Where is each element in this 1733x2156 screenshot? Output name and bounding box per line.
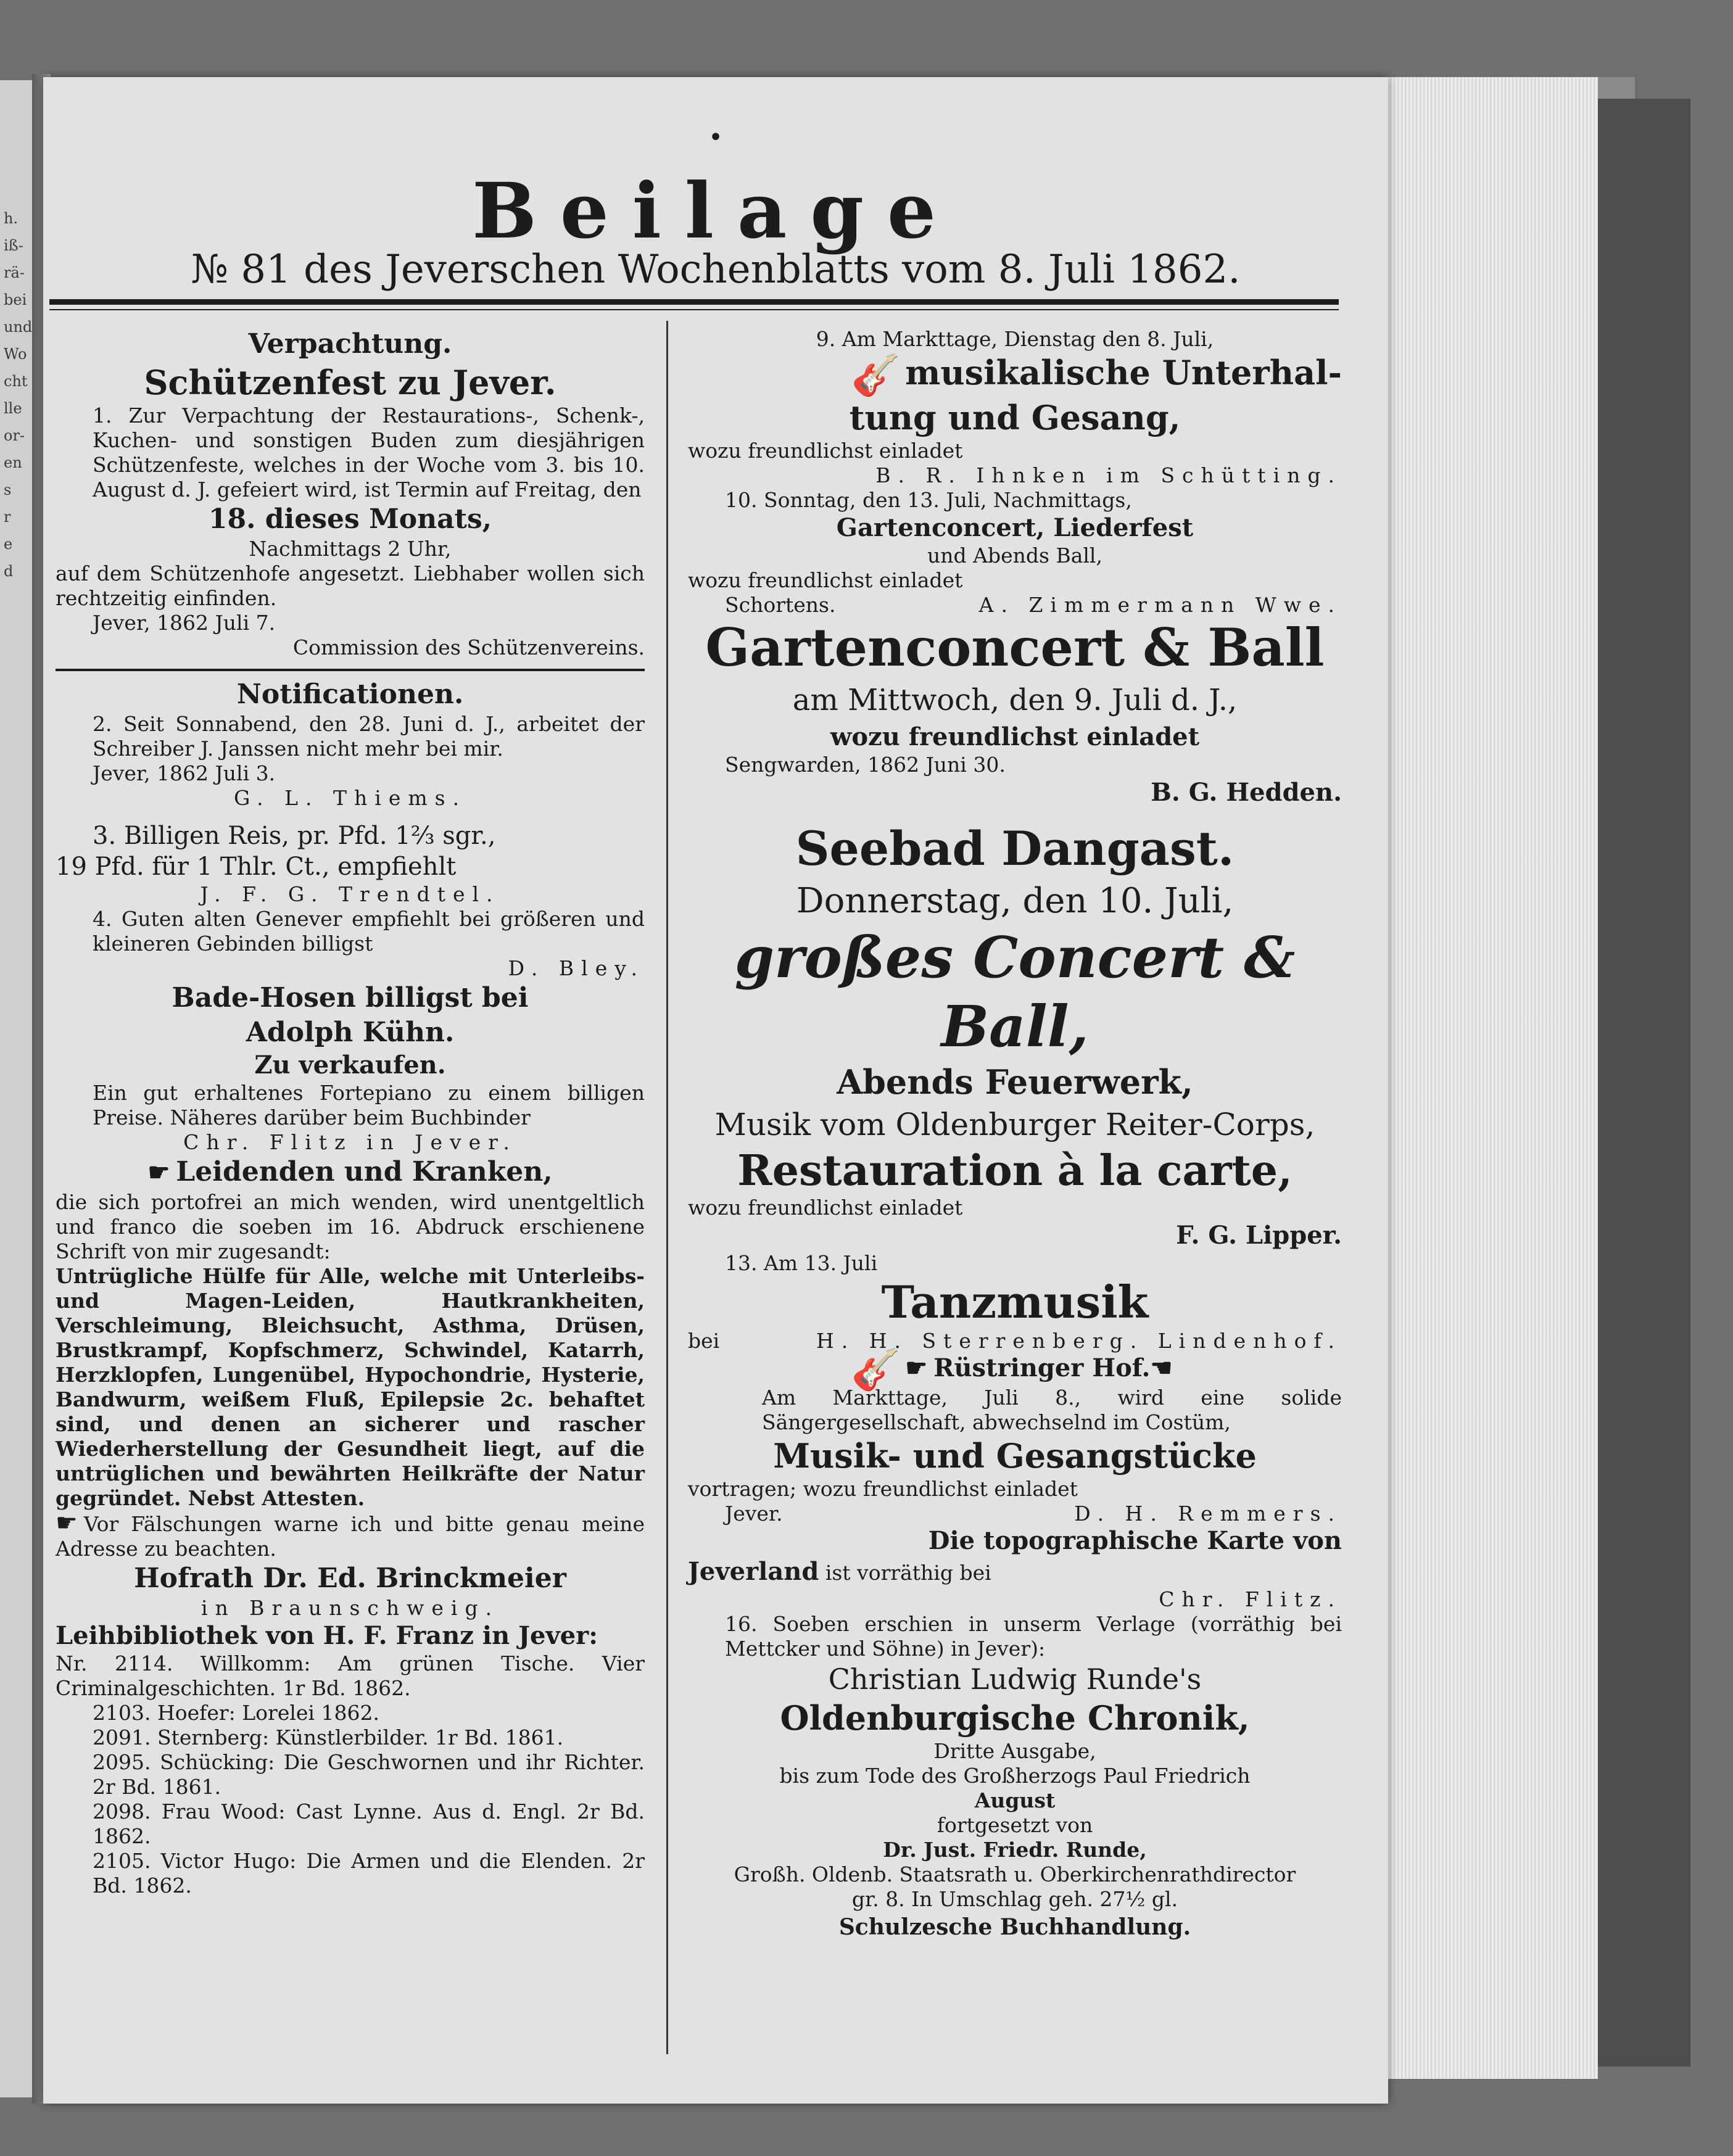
topo-text: ist vorräthig bei (825, 1560, 991, 1585)
column-divider (666, 321, 668, 2054)
left-page-fragment: bei (4, 291, 27, 308)
verkauf-text: Ein gut erhaltenes Fortepiano zu einem billigen Preise. Näheres darüber beim Buchbinder (93, 1081, 645, 1130)
n13-title: Tanzmusik (881, 1275, 1149, 1328)
left-page-edge (0, 80, 32, 2097)
pointing-hand-left-icon: ☚ (1150, 1353, 1173, 1382)
n13-text: 13. Am 13. Juli (725, 1250, 878, 1275)
seebad-title: Seebad Dangast. (795, 820, 1235, 876)
verpachtung-title: Schützenfest zu Jever. (144, 363, 556, 402)
left-page-fragment: cht (4, 373, 28, 390)
n16-title: Oldenburgische Chronik, (780, 1698, 1250, 1738)
ruest-text: Am Markttage, Juli 8., wird eine solide Sängergesellschaft, abwechselnd im Costüm, (762, 1385, 1342, 1434)
newspaper-page (43, 77, 1388, 2104)
leih-item: 2095. Schücking: Die Geschwornen und ihr Richter. 2r Bd. 1861. (93, 1750, 645, 1799)
leiden-warn-text: Vor Fälschungen warne ich und bitte genau meine Adresse zu beachten. (56, 1512, 645, 1561)
left-page-fragment: rä- (4, 264, 25, 281)
left-page-fragment: r (4, 508, 11, 526)
leih-item: 2091. Sternberg: Künstlerbilder. 1r Bd. 1861. (93, 1725, 564, 1749)
n16-sign: Schulzesche Buchhandlung. (838, 1914, 1191, 1940)
leiden-title (56, 1155, 645, 1190)
verpachtung-date: 18. dieses Monats, (208, 503, 492, 535)
right-column (688, 327, 1342, 1943)
leiden-city: in Braunschweig. (201, 1596, 500, 1620)
n9-title-2: tung und Gesang, (849, 397, 1181, 437)
guitar-icon: 🎸 (851, 1346, 901, 1393)
left-page-fragment: or- (4, 427, 25, 444)
notif-3-sign: J. F. G. Trendtel. (200, 882, 500, 906)
ruest-sign: D. H. Remmers. (1074, 1501, 1342, 1526)
page-subtitle: № 81 des Jeverschen Wochenblatts vom 8. Juli 1862. (191, 247, 1241, 292)
garten-place: Sengwarden, 1862 Juni 30. (725, 752, 1006, 777)
n9-title-1-text: musikalische Unterhal- (905, 353, 1342, 392)
n10-sign-row (688, 593, 1342, 617)
n16-bis: bis zum Tode des Großherzogs Paul Friedrich (779, 1763, 1251, 1788)
left-page-fragment: h. (4, 210, 19, 227)
n16-august: August (974, 1788, 1056, 1812)
left-page-fragment: lle (4, 400, 22, 417)
n9-invite: wozu freundlichst einladet (688, 438, 963, 463)
leiden-name: Hofrath Dr. Ed. Brinckmeier (134, 1563, 566, 1594)
verpachtung-heading: Verpachtung. (248, 328, 452, 360)
n10-invite: wozu freundlichst einladet (688, 568, 963, 592)
verpachtung-time: Nachmittags 2 Uhr, (249, 537, 452, 561)
garten-sign: B. G. Hedden. (1151, 777, 1342, 807)
notif-3-text: 3. Billigen Reis, pr. Pfd. 1⅔ sgr., (93, 822, 496, 850)
n16-fort: fortgesetzt von (937, 1812, 1093, 1837)
n16-author: Christian Ludwig Runde's (828, 1662, 1202, 1696)
notif-2-sign: G. L. Thiems. (233, 786, 467, 810)
notif-4-text: 4. Guten alten Genever empfiehlt bei größeren und kleineren Gebinden billigst (93, 907, 645, 956)
pointing-hand-icon: ☛ (905, 1353, 928, 1382)
n10-ball: und Abends Ball, (927, 543, 1102, 568)
n16-author-dr: Dr. Just. Friedr. Runde, (883, 1837, 1147, 1862)
header-rule-thin (49, 309, 1339, 310)
notif-4-sign: D. Bley. (508, 956, 645, 980)
n9-sign: B. R. Ihnken im Schütting. (875, 463, 1342, 487)
garten-title: Gartenconcert & Ball (705, 616, 1325, 678)
seebad-date: Donnerstag, den 10. Juli, (796, 880, 1234, 921)
n10-title: Gartenconcert, Liederfest (836, 513, 1194, 542)
left-page-fragment: s (4, 481, 12, 498)
n10-text: 10. Sonntag, den 13. Juli, Nachmittags, (725, 487, 1132, 512)
header-rule-thick (49, 299, 1339, 305)
left-page-fragment: e (4, 535, 13, 553)
leih-item: 2105. Victor Hugo: Die Armen und die Elenden. 2r Bd. 1862. (93, 1849, 645, 1898)
leiden-text-1: die sich portofrei an mich wenden, wird unentgeltlich und franco die soeben im 16. Abdruck erschienene Schrift von mir zugesandt: (56, 1190, 645, 1263)
n10-place: Schortens. (725, 592, 836, 617)
leiden-text-2: Untrügliche Hülfe für Alle, welche mit Unterleibs- und Magen-Leiden, Hautkrankheiten, Verschleimung, Bleichsucht, Asthma, Drüsen, Brustkrampf, Kopfschmerz, Schwindel, Katarrh, Herzklopfen, Lungenübel, Hypochondrie, Hysterie, Bandwurm, weißem Fluß, Epilepsie 2c. behaftet sind, und denen an sicherer und rascher Wiederherstellung der Gesundheit liegt, auf die untrüglichen und bewährten Heilkräfte der Natur gegründet. Nebst Attesten. (56, 1264, 645, 1510)
left-page-fragment: d (4, 563, 14, 580)
left-page-fragment: en (4, 454, 22, 471)
ruest-vortr: vortragen; wozu freundlichst einladet (688, 1476, 1078, 1501)
n10-sign: A. Zimmermann Wwe. (978, 592, 1342, 617)
notif-2-text: 2. Seit Sonnabend, den 28. Juni d. J., arbeitet der Schreiber J. Janssen nicht mehr bei mir. (93, 712, 645, 761)
left-page-fragment: Wo (4, 345, 27, 363)
left-page-fragment: iß- (4, 237, 23, 254)
n16-text: 16. Soeben erschien in unserm Verlage (vorräthig bei Mettcker und Söhne) in Jever): (725, 1611, 1342, 1661)
topo-line (688, 1556, 1342, 1587)
leihbibliothek-title: Leihbibliothek von H. F. Franz in Jever: (56, 1621, 598, 1650)
verpachtung-place: Jever, 1862 Juli 7. (93, 611, 276, 635)
guitar-icon: 🎸 (851, 352, 901, 399)
leih-item: 2103. Hoefer: Lorelei 1862. (93, 1701, 379, 1725)
ruest-music: Musik- und Gesangstücke (773, 1435, 1257, 1476)
n16-edition: Dritte Ausgabe, (933, 1738, 1096, 1763)
notif-heading: Notificationen. (236, 679, 464, 710)
ruest-title (688, 1346, 1342, 1393)
topo-jeverland: Jeverland (688, 1556, 819, 1586)
pointing-hand-icon: ☛ (147, 1158, 170, 1187)
topo-sign: Chr. Flitz. (1159, 1587, 1342, 1611)
notif-3-text-b: 19 Pfd. für 1 Thlr. Ct., empfiehlt (56, 853, 457, 881)
verkauf-sign: Chr. Flitz in Jever. (183, 1130, 517, 1154)
garten-invite: wozu freundlichst einladet (830, 722, 1200, 751)
pointing-hand-icon: ☛ (56, 1509, 78, 1537)
header-dot: • (708, 123, 723, 152)
seebad-concert: großes Concert & Ball, (734, 923, 1296, 1060)
seebad-feuerwerk: Abends Feuerwerk, (837, 1062, 1193, 1102)
n13-bei: bei (688, 1328, 720, 1353)
garten-date: am Mittwoch, den 9. Juli d. J., (792, 682, 1238, 717)
verpachtung-text2: auf dem Schützenhofe angesetzt. Liebhaber wollen sich rechtzeitig einfinden. (56, 561, 645, 610)
n13-sign-row (688, 1329, 1342, 1353)
ruest-place: Jever. (725, 1501, 783, 1526)
separator (56, 669, 645, 671)
bade-title: Bade-Hosen billigst bei (172, 982, 529, 1014)
n16-position: Großh. Oldenb. Staatsrath u. Oberkirchenrathdirector (734, 1862, 1296, 1886)
seebad-sign: F. G. Lipper. (1176, 1220, 1342, 1250)
n16-format: gr. 8. In Umschlag geh. 27½ gl. (851, 1886, 1178, 1911)
leih-item: Nr. 2114. Willkomm: Am grünen Tische. Vier Criminalgeschichten. 1r Bd. 1862. (56, 1651, 645, 1700)
seebad-musik: Musik vom Oldenburger Reiter-Corps, (714, 1106, 1315, 1142)
n13-sign: H. H. Sterrenberg. Lindenhof. (816, 1328, 1342, 1353)
bade-name: Adolph Kühn. (246, 1017, 455, 1048)
n9-text: 9. Am Markttage, Dienstag den 8. Juli, (816, 327, 1214, 351)
topo-title: Die topographische Karte von (928, 1526, 1342, 1555)
left-column (56, 327, 645, 1898)
verkauf-title: Zu verkaufen. (254, 1051, 446, 1080)
verpachtung-text: 1. Zur Verpachtung der Restaurations-, Schenk-, Kuchen- und sonstigen Buden zum diesjährigen Schützenfeste, welches in der Woche vom 3. bis 10. August d. J. gefeiert wird, ist Termin auf Freitag, den (93, 403, 645, 502)
leih-item: 2098. Frau Wood: Cast Lynne. Aus d. Engl. 2r Bd. 1862. (93, 1799, 645, 1848)
page-stack (1388, 77, 1598, 2079)
ruest-sign-row (688, 1501, 1342, 1526)
notif-2-place: Jever, 1862 Juli 3. (93, 761, 276, 785)
verpachtung-sign: Commission des Schützenvereins. (292, 635, 645, 659)
n9-title-1 (688, 352, 1342, 397)
page-title: Beilage (472, 167, 959, 256)
seebad-invite: wozu freundlichst einladet (688, 1195, 963, 1220)
ruest-title-text: Rüstringer Hof. (933, 1353, 1151, 1382)
leiden-warn (56, 1511, 645, 1561)
seebad-restauration: Restauration à la carte, (737, 1146, 1293, 1196)
left-page-fragment: und (4, 318, 33, 336)
book-cover (1598, 99, 1690, 2067)
leiden-title-text: Leidenden und Kranken, (176, 1156, 553, 1187)
